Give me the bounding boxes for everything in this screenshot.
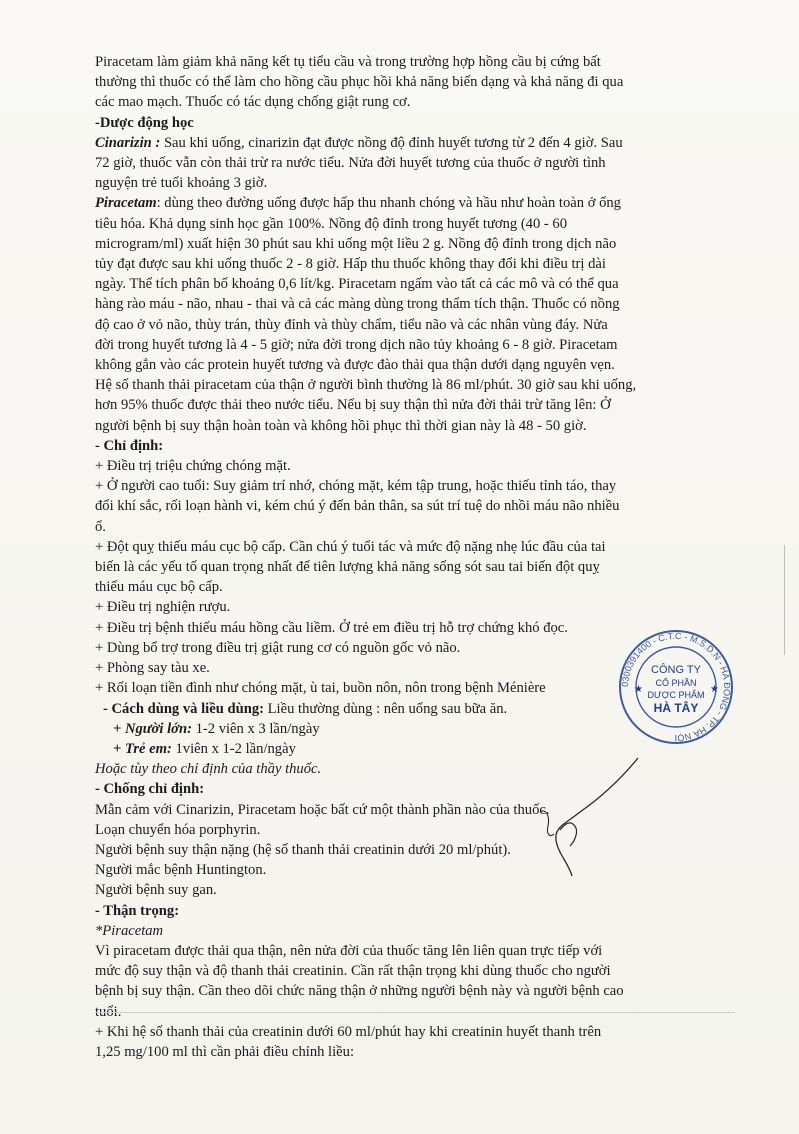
- page-edge-mark: [784, 545, 799, 655]
- text-line: các mao mạch. Thuốc có tác dụng chống giật rung cơ.: [95, 94, 411, 111]
- list-item: + Đột quỵ thiếu máu cục bộ cấp. Cần chú ý tuổi tác và mức độ nặng nhẹ lúc đầu của tai: [95, 538, 606, 555]
- stamp-line-3: DƯỢC PHẨM: [647, 690, 705, 700]
- text-line: thiếu máu cục bộ cấp.: [95, 579, 223, 596]
- text-line: bệnh bị suy thận. Cần theo dõi chức năng thận ở những người bệnh này và người bệnh cao: [95, 983, 624, 1000]
- text-line: + Khi hệ số thanh thải của creatinin dưới 60 ml/phút hay khi creatinin huyết thanh trên: [95, 1023, 602, 1040]
- text-line: Hệ số thanh thải piracetam của thận ở người bình thường là 86 ml/phút. 30 giờ sau khi uống,: [95, 377, 637, 394]
- text-line: tuổi.: [95, 1003, 122, 1020]
- text-line: Piracetam làm giảm khả năng kết tụ tiểu cầu và trong trường hợp hồng cầu bị cứng bất: [95, 54, 601, 70]
- text-line: mức độ suy thận và độ thanh thải creatinin. Cần rất thận trọng khi dùng thuốc cho người: [95, 963, 611, 980]
- text-line: thường thì thuốc có thể làm cho hồng cầu phục hồi khả năng biến dạng và khả năng đi qua: [95, 74, 624, 91]
- company-stamp: [617, 628, 735, 746]
- list-item: Mẫn cảm với Cinarizin, Piracetam hoặc bất cứ một thành phần nào của thuốc.: [95, 801, 550, 818]
- list-item: Loạn chuyển hóa porphyrin.: [95, 821, 261, 838]
- scan-fold-line: [95, 1012, 735, 1013]
- text-line: Vì piracetam được thải qua thận, nên nửa đời của thuốc tăng lên liên quan trực tiếp với: [95, 942, 603, 959]
- list-item: + Rối loạn tiền đình như chóng mặt, ù tai, buồn nôn, nôn trong bệnh Ménière: [95, 680, 546, 697]
- list-item: + Dùng bổ trợ trong điều trị giật rung cơ có nguồn gốc vỏ não.: [95, 639, 461, 656]
- list-item: + Điều trị bệnh thiếu máu hồng cầu liềm. Ở trẻ em điều trị hỗ trợ chứng khó đọc.: [95, 619, 568, 636]
- text-line: người bệnh bị suy thận hoàn toàn và không hồi phục thì thời gian này là 48 - 50 giờ.: [95, 417, 587, 434]
- drug-label-piracetam: Piracetam: [95, 195, 157, 212]
- paragraph-cinarizin: [95, 133, 725, 153]
- text-line: 1,25 mg/100 ml thì cần phải điều chỉnh liều:: [95, 1043, 354, 1060]
- text-line: không gắn vào các protein huyết tương và được đào thải qua thận dưới dạng nguyên vẹn.: [95, 357, 615, 374]
- list-item: Người bệnh suy gan.: [95, 882, 217, 899]
- stamp-line-4: HÀ TÂY: [653, 701, 699, 715]
- handwritten-signature: [520, 750, 670, 890]
- text-line: độ cao ở vỏ não, thùy trán, thùy đỉnh và thùy chẩm, tiểu não và các nhân vùng đáy. Nửa: [95, 316, 608, 333]
- text-line: ngày. Thể tích phân bố khoảng 0,6 lít/kg. Piracetam ngấm vào tất cả các mô và có thể qua: [95, 276, 619, 293]
- star-icon: ★: [634, 684, 643, 695]
- text-line: 72 giờ, thuốc vẫn còn thải trừ ra nước tiểu. Nửa đời huyết tương của thuốc ở người tình: [95, 155, 606, 172]
- text-line: biến là các yếu tố quan trọng nhất để tiên lượng khả năng sống sót sau tai biến đột quỵ: [95, 559, 600, 576]
- adult-label: + Người lớn:: [113, 720, 192, 737]
- dosage-note: Hoặc tùy theo chỉ định của thầy thuốc.: [95, 761, 322, 778]
- paragraph-piracetam: [95, 193, 725, 213]
- text-line: hơn 95% thuốc được thải theo nước tiểu. Nếu bị suy thận thì nửa đời thải trừ tăng lên: Ở: [95, 397, 611, 414]
- text-line: ổ.: [95, 518, 106, 535]
- text-line: microgram/ml) xuất hiện 30 phút sau khi uống một liều 2 g. Nồng độ đỉnh trong dịch não: [95, 235, 617, 252]
- section-heading-indications: - Chỉ định:: [95, 437, 164, 454]
- stamp-line-1: CÔNG TY: [651, 664, 701, 676]
- list-item: + Ở người cao tuổi: Suy giảm trí nhớ, chóng mặt, kém tập trung, hoặc thiếu tỉnh táo, thay: [95, 478, 617, 495]
- list-item: Người mắc bệnh Huntington.: [95, 862, 267, 879]
- text-line: 1-2 viên x 3 lần/ngày: [191, 720, 320, 737]
- document-body: [95, 52, 725, 1062]
- text-line: tiêu hóa. Khả dụng sinh học gần 100%. Nồng độ đỉnh trong huyết tương (40 - 60: [95, 215, 568, 232]
- child-label: + Trẻ em:: [113, 740, 172, 757]
- text-line: đời trong huyết tương là 4 - 5 giờ; nửa đời trong dịch não tủy khoảng 6 - 8 giờ. Piracetam: [95, 336, 618, 353]
- text-line: Sau khi uống, cinarizin đạt được nồng độ đỉnh huyết tương từ 2 đến 4 giờ. Sau: [160, 134, 623, 151]
- section-heading-contraindications: - Chống chỉ định:: [95, 781, 205, 798]
- list-item: Người bệnh suy thận nặng (hệ số thanh thải creatinin dưới 20 ml/phút).: [95, 841, 511, 858]
- text-line: hàng rào máu - não, nhau - thai và cả các màng dùng trong thẩm tích thận. Thuốc có nồng: [95, 296, 620, 313]
- section-heading-precautions: - Thận trọng:: [95, 902, 180, 919]
- text-line: 1viên x 1-2 lần/ngày: [171, 740, 296, 757]
- subheading-piracetam: *Piracetam: [95, 922, 164, 939]
- section-heading-dosage: - Cách dùng và liều dùng:: [103, 700, 264, 717]
- text-line: Liều thường dùng : nên uống sau bữa ăn.: [263, 700, 508, 717]
- section-heading-pharmacokinetics: -Dược động học: [95, 114, 194, 131]
- text-line: : dùng theo đường uống được hấp thu nhanh chóng và hầu như hoàn toàn ở ống: [156, 195, 621, 212]
- star-icon: ★: [710, 684, 719, 695]
- stamp-ring-text: 0300391400 - C.T.C - M.S.D.N - HÀ ĐÔNG - TP. HÀ NỘI: [619, 630, 733, 744]
- text-line: tủy đạt được sau khi uống thuốc 2 - 8 giờ. Hấp thu thuốc không thay đổi khi điều trị dài: [95, 256, 606, 273]
- text-line: đổi khí sắc, rối loạn hành vi, kém chú ý đến bản thân, sa sút trí tuệ do nhồi máu não nhiều: [95, 498, 620, 515]
- list-item: + Phòng say tàu xe.: [95, 660, 210, 677]
- stamp-line-2: CỔ PHẦN: [655, 678, 697, 688]
- list-item: + Điều trị triệu chứng chóng mặt.: [95, 458, 291, 475]
- drug-label-cinarizin: Cinarizin :: [95, 134, 161, 151]
- text-line: nguyện trẻ tuổi khoảng 3 giờ.: [95, 175, 268, 192]
- list-item: + Điều trị nghiện rượu.: [95, 599, 231, 616]
